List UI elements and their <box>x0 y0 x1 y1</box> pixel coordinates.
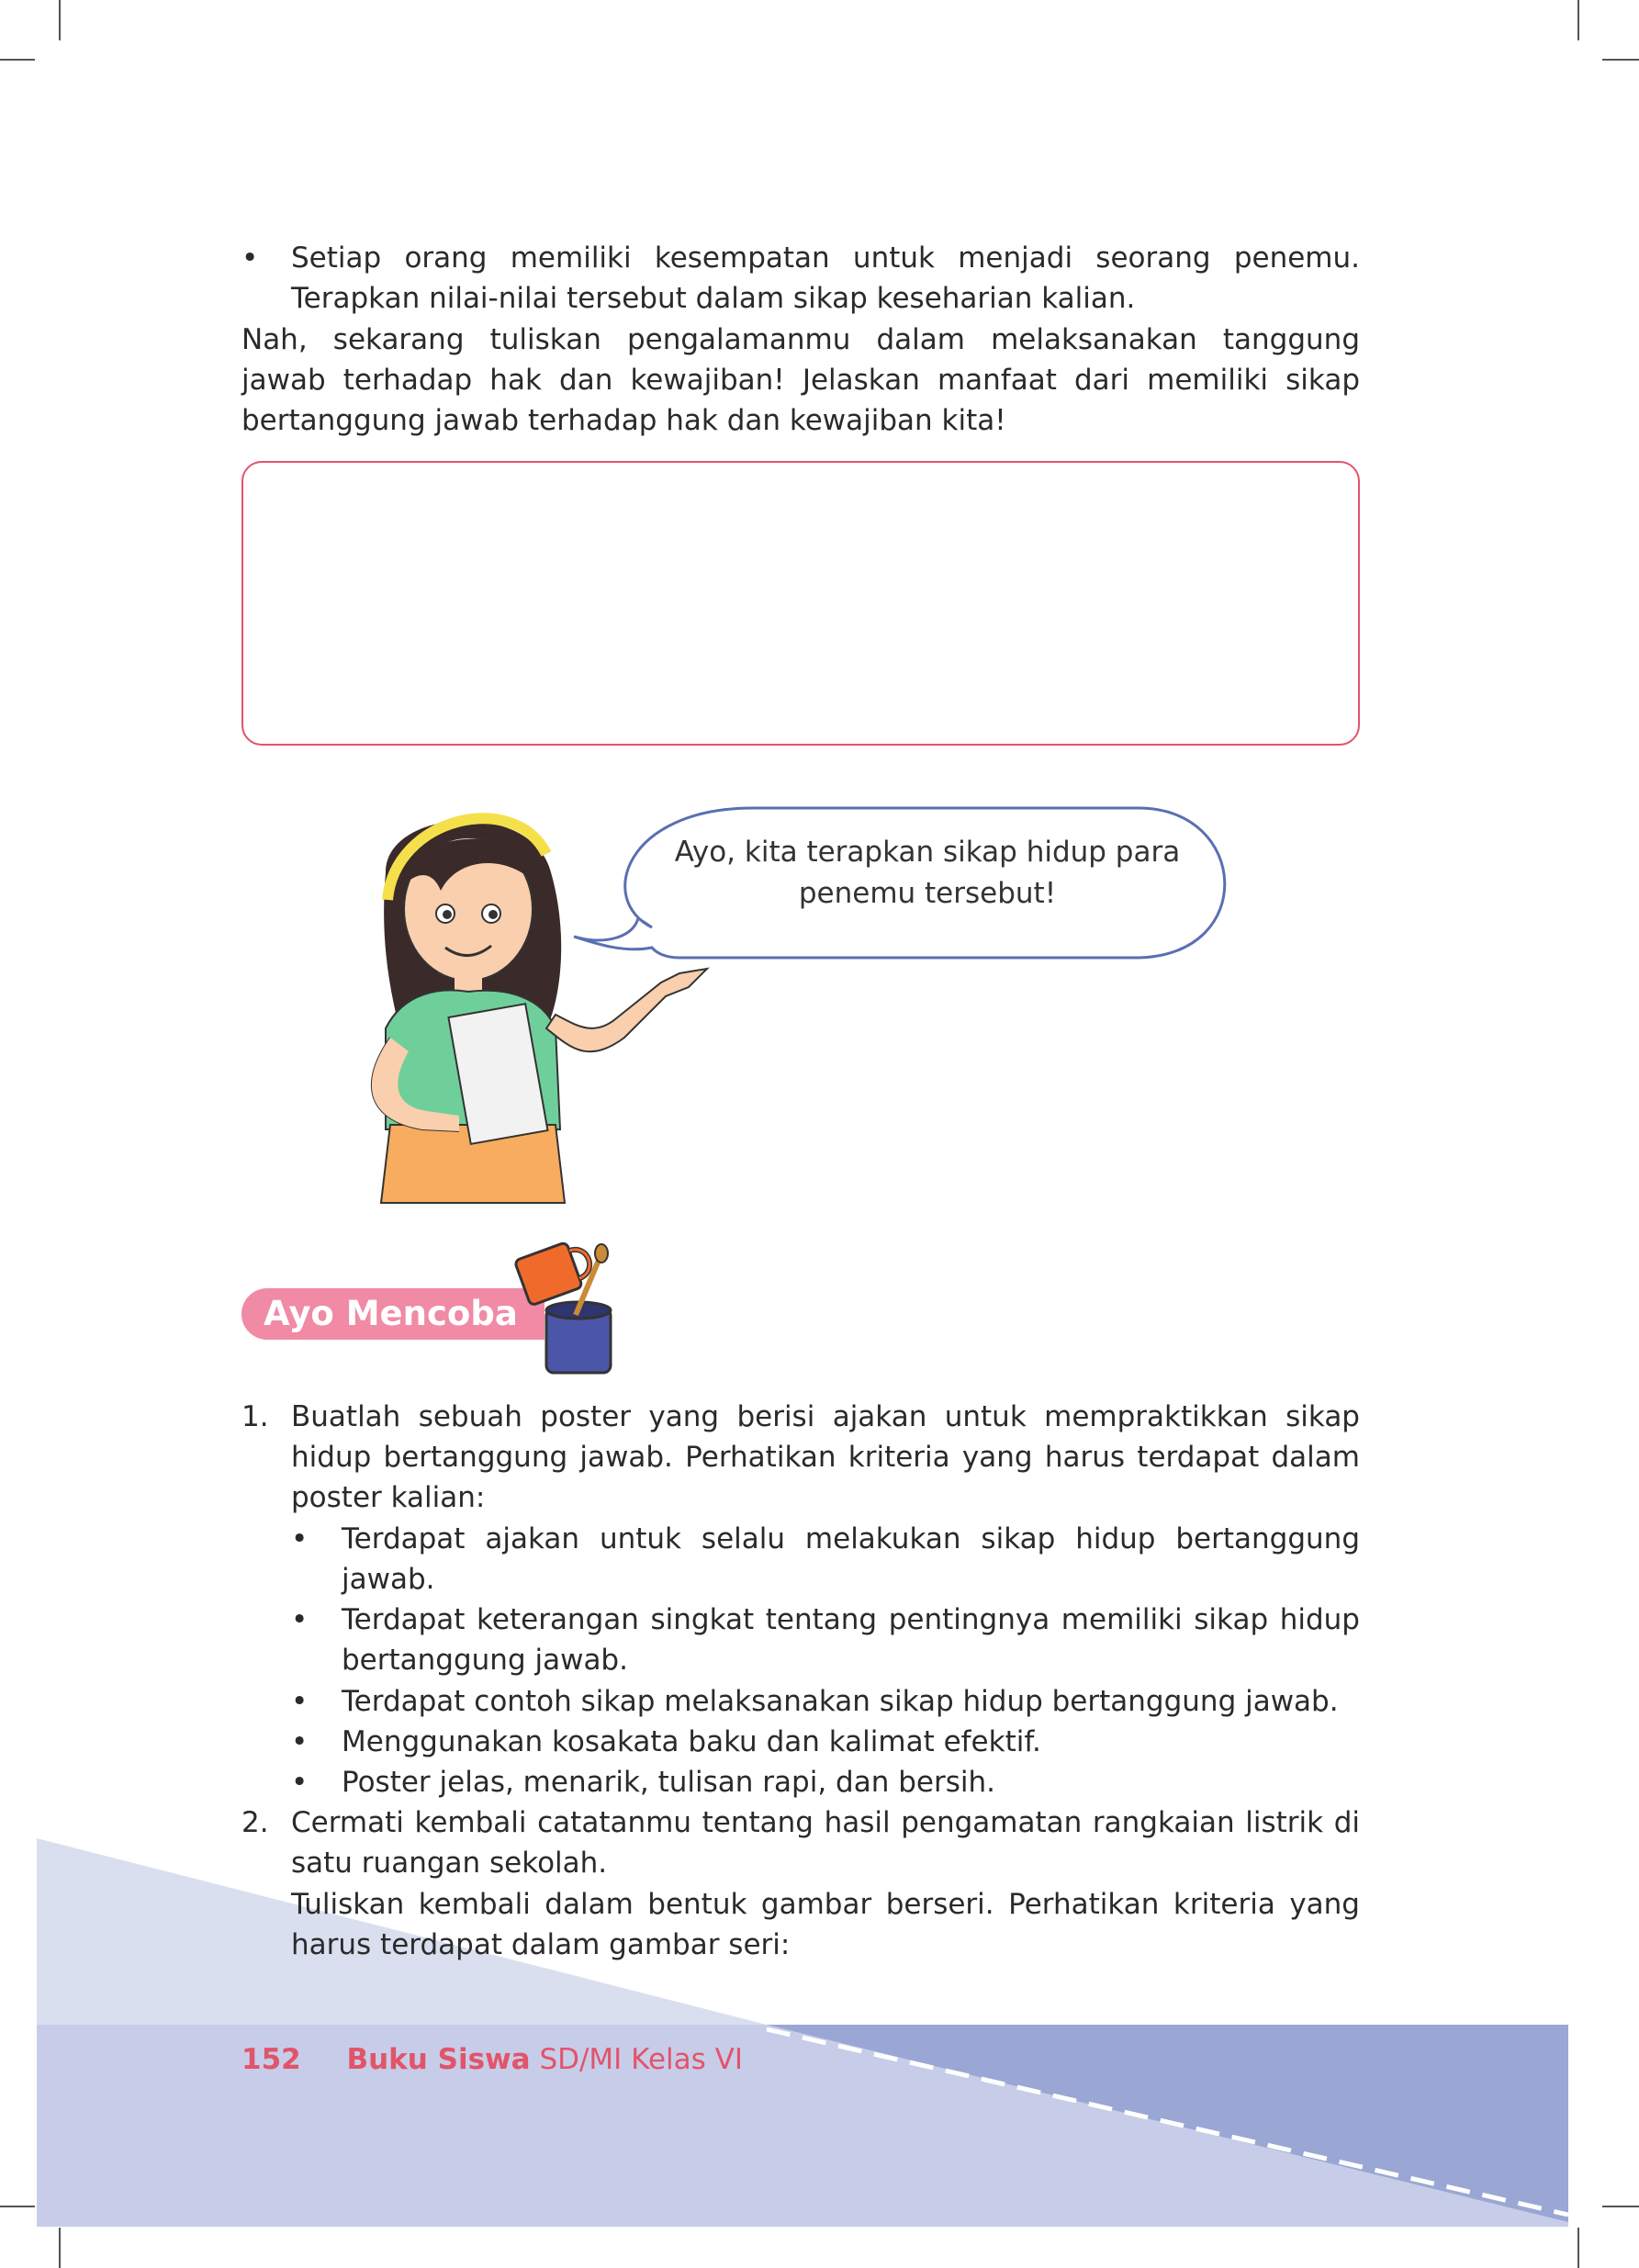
speech-line1: Ayo, kita terapkan sikap hidup para <box>674 836 1181 869</box>
sub2-line1: Terdapat keterangan singkat tentang pentingnya memiliki sikap hidup <box>342 1603 1360 1636</box>
intro-bullet-mark: • <box>241 241 259 275</box>
page-footer <box>241 2043 743 2076</box>
section-title: Ayo Mencoba <box>264 1294 518 1333</box>
sub5-line1: Poster jelas, menarik, tulisan rapi, dan bersih. <box>342 1766 995 1799</box>
item2-line4: harus terdapat dalam gambar seri: <box>291 1928 791 1961</box>
mug-and-cup-icon <box>510 1230 629 1377</box>
section-tab-ayo-mencoba <box>241 1288 544 1340</box>
book-title: Buku Siswa <box>346 2043 531 2076</box>
sub1-line2: jawab. <box>342 1563 435 1596</box>
item1-number: 1. <box>241 1400 269 1433</box>
item1-line3: poster kalian: <box>291 1481 486 1514</box>
hand <box>546 969 707 1051</box>
sub4-dot: • <box>291 1725 309 1758</box>
intro-paragraph-line1: Nah, sekarang tuliskan pengalamanmu dalam melaksanakan tanggung <box>241 323 1360 356</box>
speech-line2: penemu tersebut! <box>798 877 1057 910</box>
sub3-line1: Terdapat contoh sikap melaksanakan sikap hidup bertanggung jawab. <box>342 1685 1339 1718</box>
sub2-line2: bertanggung jawab. <box>342 1644 628 1677</box>
grade-label: SD/MI Kelas VI <box>539 2043 743 2076</box>
sub2-dot: • <box>291 1603 309 1636</box>
sub4-line1: Menggunakan kosakata baku dan kalimat efektif. <box>342 1725 1041 1758</box>
item2-number: 2. <box>241 1806 269 1839</box>
page-number: 152 <box>241 2043 301 2076</box>
intro-paragraph-line2: jawab terhadap hak dan kewajiban! Jelaskan manfaat dari memiliki sikap <box>241 364 1360 397</box>
sub1-dot: • <box>291 1522 309 1555</box>
answer-box[interactable] <box>241 461 1360 746</box>
item2-line2: satu ruangan sekolah. <box>291 1847 608 1880</box>
item1-line1: Buatlah sebuah poster yang berisi ajakan untuk mempraktikkan sikap <box>291 1400 1360 1433</box>
item1-line2: hidup bertanggung jawab. Perhatikan kriteria yang harus terdapat dalam <box>291 1441 1360 1474</box>
sub1-line1: Terdapat ajakan untuk selalu melakukan sikap hidup bertanggung <box>342 1522 1360 1555</box>
sub5-dot: • <box>291 1766 309 1799</box>
item2-line3: Tuliskan kembali dalam bentuk gambar berseri. Perhatikan kriteria yang <box>291 1888 1360 1921</box>
item2-line1: Cermati kembali catatanmu tentang hasil pengamatan rangkaian listrik di <box>291 1806 1360 1839</box>
intro-paragraph-line3: bertanggung jawab terhadap hak dan kewajiban kita! <box>241 404 1006 437</box>
sub3-dot: • <box>291 1685 309 1718</box>
intro-bullet-line1: Setiap orang memiliki kesempatan untuk menjadi seorang penemu. <box>291 241 1360 275</box>
intro-bullet-line2: Terapkan nilai-nilai tersebut dalam sikap keseharian kalian. <box>291 282 1136 315</box>
speech-bubble-text <box>643 832 1212 915</box>
